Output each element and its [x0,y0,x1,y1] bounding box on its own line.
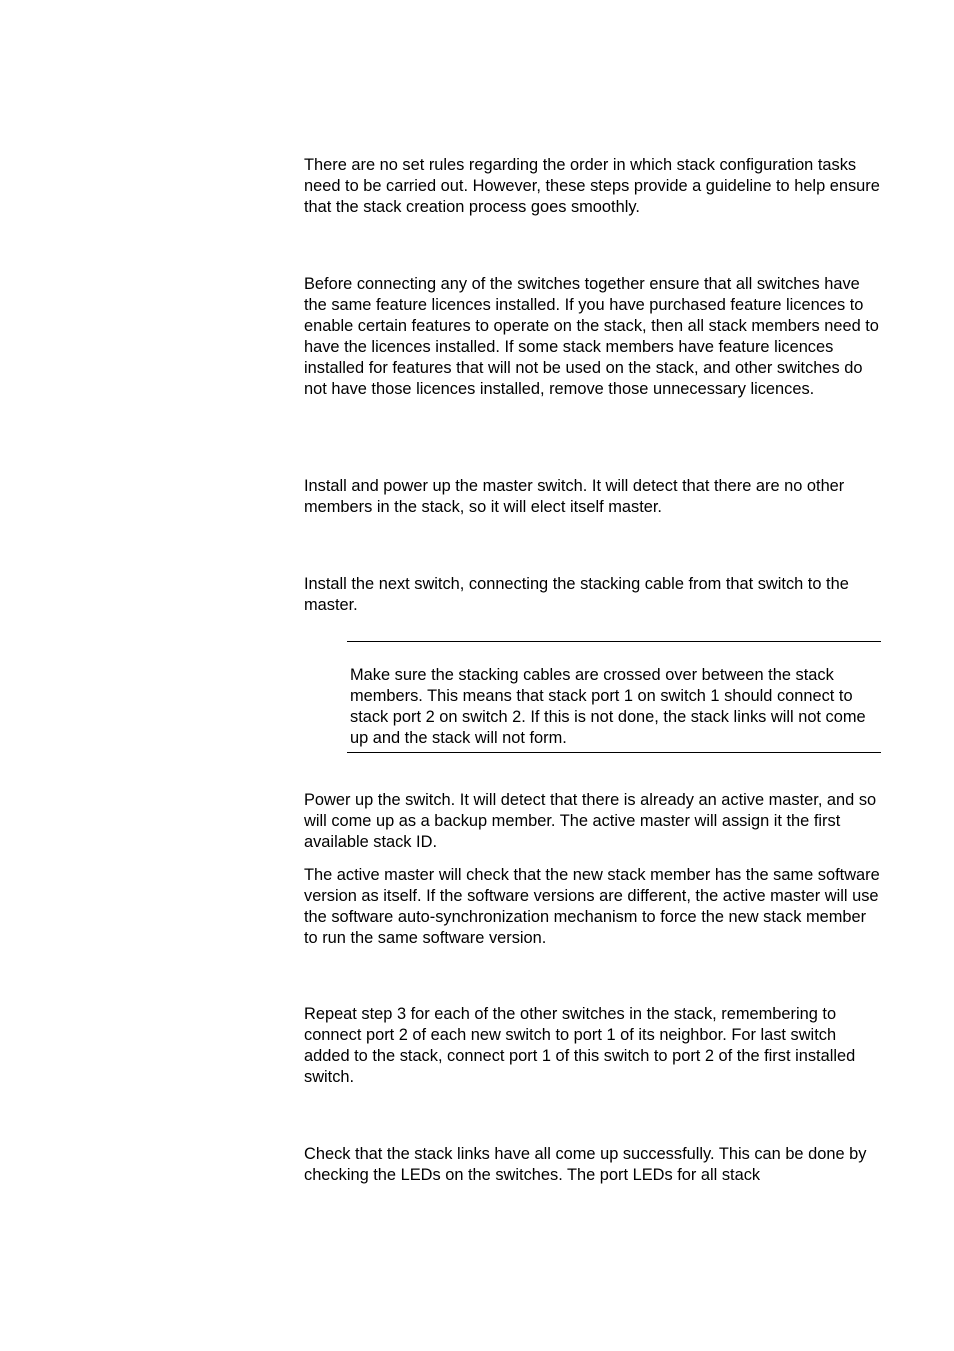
power-up-paragraph: Power up the switch. It will detect that there is already an active master, and so will come up as a backup member. The active master will assign it the first available stack ID. [304,791,877,851]
install-master-paragraph: Install and power up the master switch. It will detect that there are no other members in the stack, so it will elect itself master. [304,477,845,516]
intro-paragraph: There are no set rules regarding the order in which stack configuration tasks need to be carried out. However, these steps provide a guideline to help ensure that the stack creation process goes smoothly. [304,156,880,216]
note-top-rule [347,641,881,642]
check-links-paragraph: Check that the stack links have all come up successfully. This can be done by checking the LEDs on the switches. The port LEDs for all stack [304,1145,867,1184]
licences-paragraph: Before connecting any of the switches together ensure that all switches have the same feature licences installed. If you have purchased feature licences to enable certain features to operate on the stack, then all stack members need to have the licences installed. If some stack members have feature licences installed for features that will not be used on the stack, and other switches do not have those licences installed, remove those unnecessary licences. [304,275,879,398]
repeat-paragraph: Repeat step 3 for each of the other switches in the stack, remembering to connect port 2 of each new switch to port 1 of its neighbor. For last switch added to the stack, connect port 1 of this switch to port 2 of the first installed switch. [304,1005,856,1086]
note-text: Make sure the stacking cables are crossed over between the stack members. This means that stack port 1 on switch 1 should connect to stack port 2 on switch 2. If this is not done, the stack links will not come up and the stack will not form. [350,666,866,747]
note-bottom-rule [347,752,881,753]
install-next-paragraph: Install the next switch, connecting the stacking cable from that switch to the master. [304,575,849,614]
software-check-paragraph: The active master will check that the new stack member has the same software version as itself. If the software versions are different, the active master will use the software auto-synchronization mechanism to force the new stack member to run the same software version. [304,866,880,947]
